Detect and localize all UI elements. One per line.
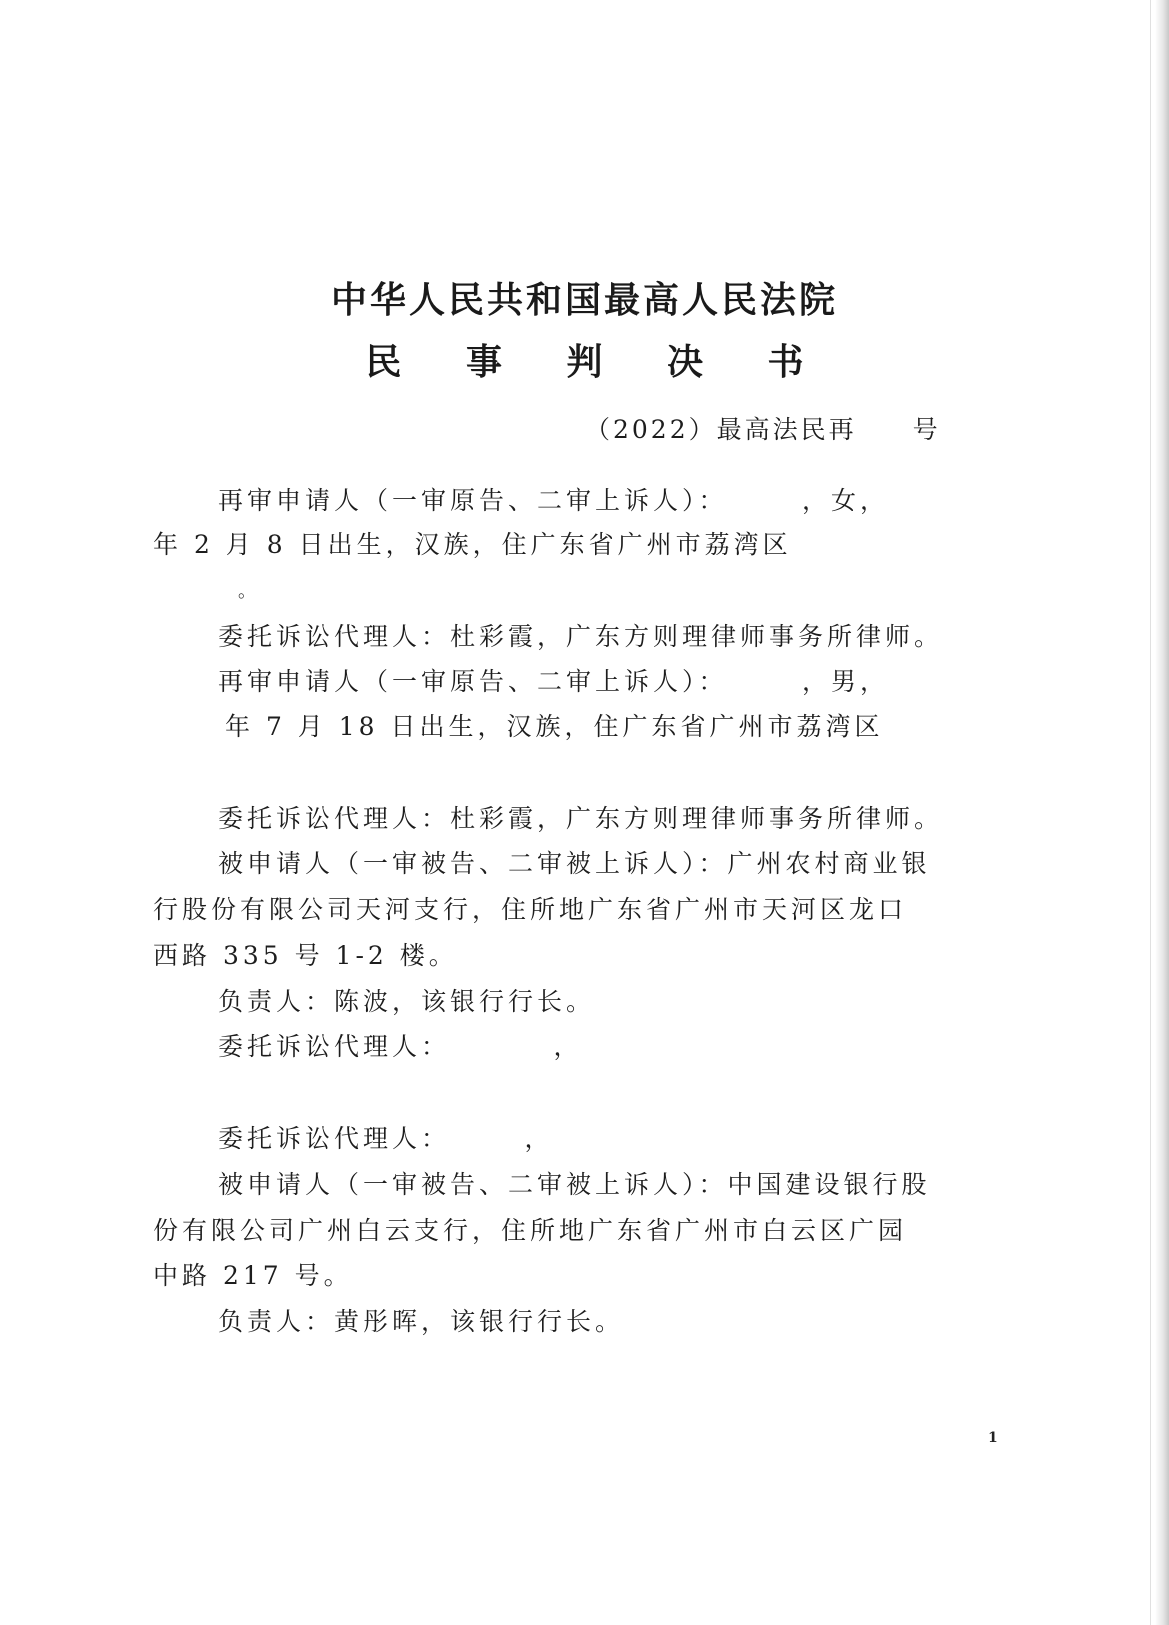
body-line-respondent-2-address: 中路 217 号。 xyxy=(153,1261,353,1290)
scan-edge-shadow xyxy=(1155,0,1169,1625)
case-number: （2022）最高法民再 号 xyxy=(585,415,941,444)
body-line-applicant-2-details: 年 7 月 18 日出生，汉族，住广东省广州市荔湾区 xyxy=(225,712,884,741)
body-line-respondent-1-address: 西路 335 号 1-2 楼。 xyxy=(153,941,458,970)
body-line-applicant-1-details: 年 2 月 8 日出生，汉族，住广东省广州市荔湾区 xyxy=(153,530,792,559)
body-line-respondent-1-agent-a: 委托诉讼代理人： ， xyxy=(218,1032,583,1061)
body-line-applicant-2: 再审申请人（一审原告、二审上诉人）： ，男， xyxy=(218,667,890,696)
body-line-respondent-1-cont: 行股份有限公司天河支行，住所地广东省广州市天河区龙口 xyxy=(153,895,908,924)
body-line-respondent-1-head: 负责人：陈波，该银行行长。 xyxy=(218,987,596,1016)
body-line-respondent-2-cont: 份有限公司广州白云支行，住所地广东省广州市白云区广园 xyxy=(153,1216,908,1245)
body-line-agent-1: 委托诉讼代理人：杜彩霞，广东方则理律师事务所律师。 xyxy=(218,622,944,651)
body-line-respondent-1-agent-b: 委托诉讼代理人： ， xyxy=(218,1124,554,1153)
body-line-respondent-1: 被申请人（一审被告、二审被上诉人）：广州农村商业银 xyxy=(218,849,931,878)
page-number: 1 xyxy=(988,1430,998,1446)
body-line-applicant-1-address-end: 。 xyxy=(238,581,260,602)
body-line-respondent-2-head: 负责人：黄彤晖，该银行行长。 xyxy=(218,1307,625,1336)
body-line-respondent-2: 被申请人（一审被告、二审被上诉人）：中国建设银行股 xyxy=(218,1170,931,1199)
body-line-agent-2: 委托诉讼代理人：杜彩霞，广东方则理律师事务所律师。 xyxy=(218,804,944,833)
scan-edge-line xyxy=(1150,0,1151,1625)
document-type-heading: 民 事 判 决 书 xyxy=(365,342,830,383)
court-name-heading: 中华人民共和国最高人民法院 xyxy=(330,280,838,321)
body-line-applicant-1: 再审申请人（一审原告、二审上诉人）： ，女， xyxy=(218,486,890,515)
